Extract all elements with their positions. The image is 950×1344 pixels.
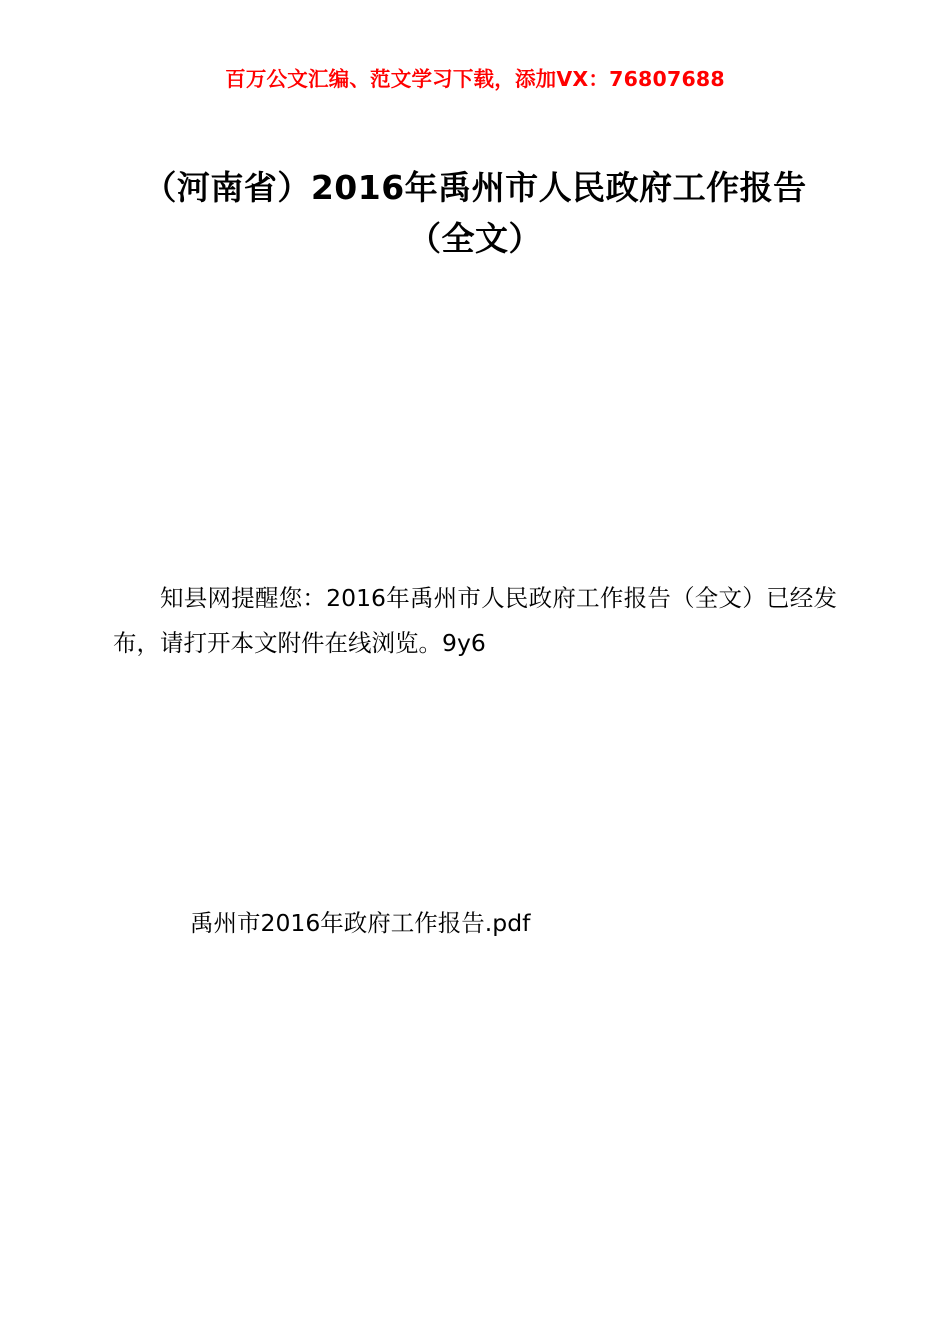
attachment-file-name[interactable]: 禹州市2016年政府工作报告.pdf	[190, 909, 531, 937]
body-paragraph: 知县网提醒您：2016年禹州市人民政府工作报告（全文）已经发布，请打开本文附件在线浏览。9y6	[113, 583, 837, 658]
page-title: （河南省）2016年禹州市人民政府工作报告（全文）	[143, 168, 807, 259]
promo-banner-text: 百万公文汇编、范文学习下载，添加VX：76807688	[225, 67, 725, 91]
